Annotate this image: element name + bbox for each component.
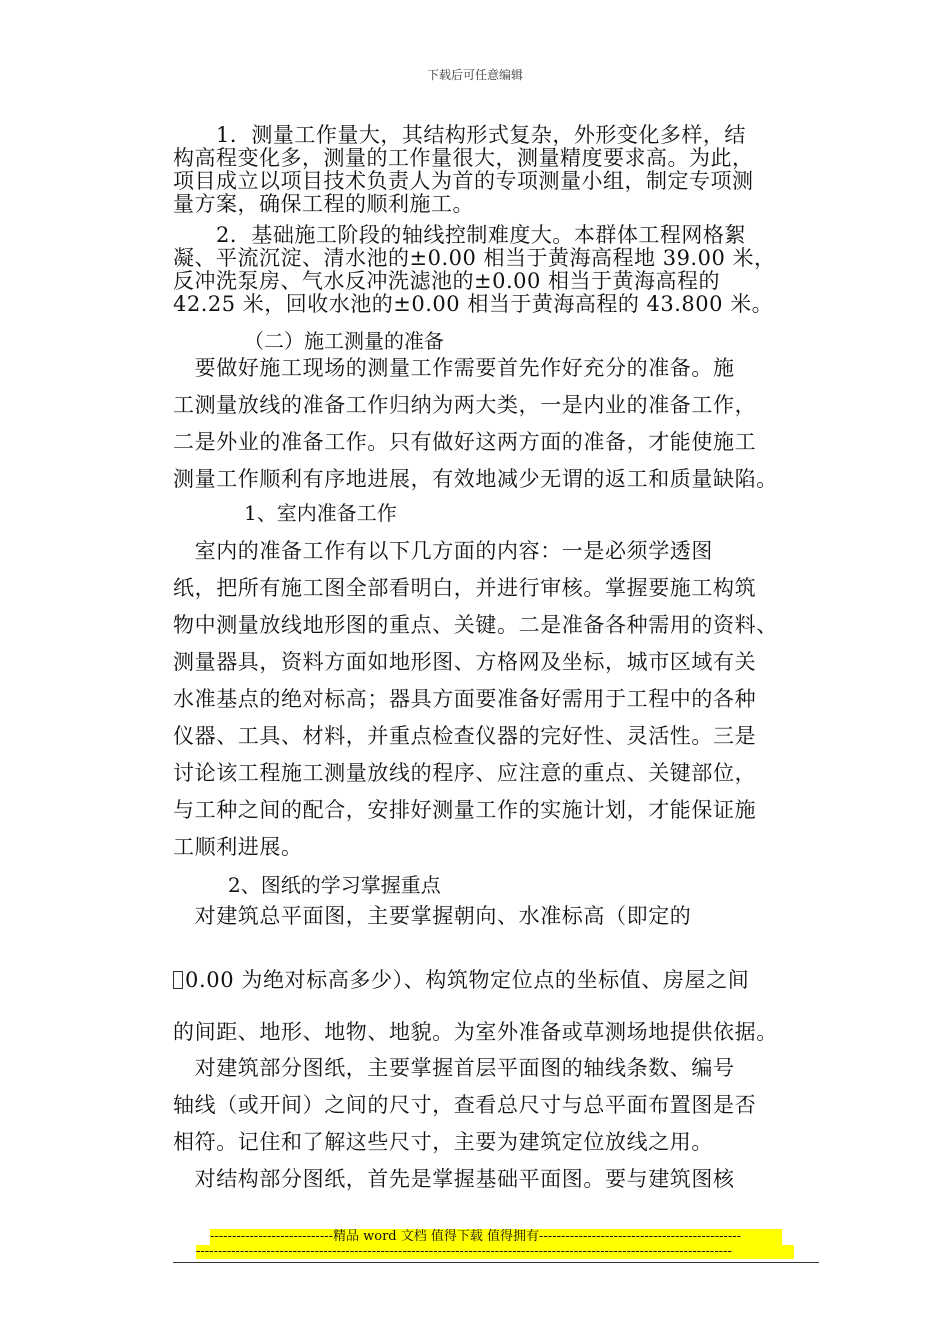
missing-glyph-box — [173, 971, 183, 989]
text-line-rest: 0.00 为绝对标高多少）、构筑物定位点的坐标值、房屋之间 — [185, 968, 750, 992]
text-line: 室内的准备工作有以下几方面的内容：一是必须学透图 — [173, 539, 713, 563]
text-line: 与工种之间的配合，安排好测量工作的实施计划，才能保证施 — [173, 798, 757, 822]
paragraph-preparation — [173, 350, 823, 498]
text-line: 纸，把所有施工图全部看明白，并进行审核。掌握要施工构筑 — [173, 576, 757, 600]
text-line: 42.25 米，回收水池的±0.00 相当于黄海高程的 43.800 米。 — [173, 292, 774, 316]
text-line: 项目成立以项目技术负责人为首的专项测量小组，制定专项测 — [173, 169, 754, 193]
paragraph-workload — [173, 124, 823, 216]
text-line: 仪器、工具、材料，并重点检查仪器的完好性、灵活性。三是 — [173, 724, 757, 748]
text-line: 二是外业的准备工作。只有做好这两方面的准备，才能使施工 — [173, 430, 757, 454]
text-line — [173, 964, 749, 994]
text-line: 对建筑部分图纸，主要掌握首层平面图的轴线条数、编号 — [173, 1056, 735, 1080]
text-line: 要做好施工现场的测量工作需要首先作好充分的准备。施 — [173, 356, 735, 380]
text-line: 反冲洗泵房、气水反冲洗滤池的±0.00 相当于黄海高程的 — [173, 269, 721, 293]
text-line: 物中测量放线地形图的重点、关键。二是准备各种需用的资料、 — [173, 613, 778, 637]
paragraph-indoor-preparation — [173, 533, 823, 866]
text-line: 工顺利进展。 — [173, 835, 303, 859]
text-line: 测量工作顺利有序地进展，有效地减少无谓的返工和质量缺陷。 — [173, 467, 778, 491]
footer-rule — [173, 1262, 819, 1263]
paragraph-architecture-drawings — [173, 1050, 823, 1198]
text-line: 讨论该工程施工测量放线的程序、应注意的重点、关键部位， — [173, 761, 757, 785]
text-line: 的间距、地形、地物、地貌。为室外准备或草测场地提供依据。 — [173, 1020, 778, 1044]
subheading-indoor-preparation: 1、室内准备工作 — [244, 501, 397, 525]
section-heading-preparation: （二）施工测量的准备 — [244, 329, 444, 353]
text-line: 工测量放线的准备工作归纳为两大类，一是内业的准备工作， — [173, 393, 757, 417]
text-line: 轴线（或开间）之间的尺寸，查看总尺寸与总平面布置图是否 — [173, 1093, 757, 1117]
text-line: 构高程变化多，测量的工作量很大，测量精度要求高。为此， — [173, 146, 754, 170]
text-line: 相符。记住和了解这些尺寸，主要为建筑定位放线之用。 — [173, 1130, 713, 1154]
paragraph-axis-control — [173, 224, 823, 316]
text-line: 对结构部分图纸，首先是掌握基础平面图。要与建筑图核 — [173, 1167, 735, 1191]
footer-dash-line: -------------------------------------------------------------------------------------------------------------------------- — [196, 1245, 794, 1259]
text-line: 2．基础施工阶段的轴线控制难度大。本群体工程网格絮 — [173, 223, 746, 247]
text-line: 水准基点的绝对标高；器具方面要准备好需用于工程中的各种 — [173, 687, 757, 711]
text-line: 对建筑总平面图，主要掌握朝向、水准标高（即定的 — [173, 904, 692, 928]
text-line: 测量器具，资料方面如地形图、方格网及坐标，城市区域有关 — [173, 650, 757, 674]
page-header: 下载后可任意编辑 — [426, 68, 523, 82]
text-line: 量方案，确保工程的顺利施工。 — [173, 192, 474, 216]
footer-banner: ----------------------------精品 word 文档 值得下载 值得拥有---------------------------------------------- — [210, 1229, 782, 1245]
text-line: 1．测量工作量大，其结构形式复杂，外形变化多样，结 — [173, 123, 746, 147]
subheading-drawing-study: 2、图纸的学习掌握重点 — [228, 873, 441, 897]
text-line: 凝、平流沉淀、清水池的±0.00 相当于黄海高程地 39.00 米， — [173, 246, 776, 270]
